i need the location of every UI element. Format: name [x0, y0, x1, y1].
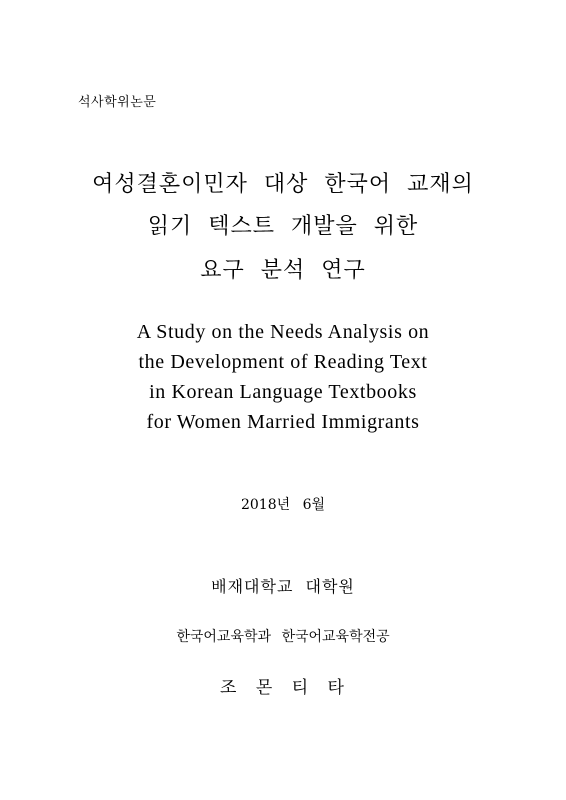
- thesis-type-label: 석사학위논문: [78, 95, 157, 110]
- english-title-line-2: the Development of Reading Text: [138, 351, 428, 373]
- english-title-line-4: for Women Married Immigrants: [146, 411, 420, 433]
- english-title-line-1: A Study on the Needs Analysis on: [136, 321, 430, 343]
- english-title-line-3: in Korean Language Textbooks: [149, 381, 417, 403]
- submission-date: 2018년 6월: [240, 497, 326, 513]
- university-name: 배재대학교 대학원: [211, 577, 355, 596]
- korean-title-line-3: 요구 분석 연구: [200, 258, 366, 283]
- author-name: 조 몬 티 타: [220, 678, 346, 698]
- korean-title-line-1: 여성결혼이민자 대상 한국어 교재의: [92, 172, 474, 197]
- department-name: 한국어교육학과 한국어교육학전공: [176, 629, 390, 645]
- korean-title-line-2: 읽기 텍스트 개발을 위한: [147, 214, 419, 239]
